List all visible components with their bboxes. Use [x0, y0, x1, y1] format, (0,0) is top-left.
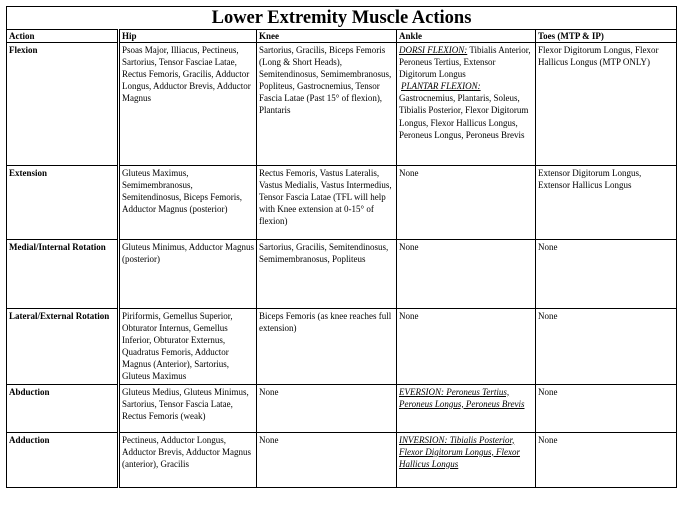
knee-cell: Sartorius, Gracilis, Biceps Femoris (Long & Short Heads), Semitendinosus, Semimembranosus, Popliteus, Gastrocnemius, Tensor Fascia Latae (Past 15° of flexion), Plantaris: [257, 43, 397, 166]
table-row: [7, 43, 677, 166]
dorsi-flexion-label: DORSI FLEXION:: [399, 45, 468, 55]
page-title: Lower Extremity Muscle Actions: [7, 7, 677, 30]
row-action: Extension: [7, 166, 119, 240]
table-row: [7, 432, 677, 487]
row-action: Lateral/External Rotation: [7, 309, 119, 385]
knee-cell: None: [257, 384, 397, 432]
toes-cell: None: [536, 309, 677, 385]
knee-cell: None: [257, 432, 397, 487]
muscle-actions-table: [6, 6, 677, 488]
toes-cell: None: [536, 384, 677, 432]
hip-cell: Gluteus Maximus, Semimembranosus, Semitendinosus, Biceps Femoris, Adductor Magnus (posterior): [119, 166, 257, 240]
header-action: Action: [7, 30, 119, 43]
toes-cell: None: [536, 240, 677, 309]
hip-cell: Pectineus, Adductor Longus, Adductor Brevis, Adductor Magnus (anterior), Gracilis: [119, 432, 257, 487]
row-action: Abduction: [7, 384, 119, 432]
plantar-flexion-label: PLANTAR FLEXION:: [401, 81, 481, 92]
ankle-cell: EVERSION: Peroneus Tertius, Peroneus Longus, Peroneus Brevis: [397, 384, 536, 432]
ankle-cell: None: [397, 166, 536, 240]
muscle-actions-sheet: [6, 6, 676, 488]
toes-cell: Extensor Digitorum Longus, Extensor Hallicus Longus: [536, 166, 677, 240]
row-action: Flexion: [7, 43, 119, 166]
table-row: [7, 166, 677, 240]
header-toes: Toes (MTP & IP): [536, 30, 677, 43]
hip-cell: Gluteus Medius, Gluteus Minimus, Sartorius, Tensor Fascia Latae, Rectus Femoris (weak): [119, 384, 257, 432]
table-row: [7, 309, 677, 385]
table-row: [7, 240, 677, 309]
hip-cell: Piriformis, Gemellus Superior, Obturator Internus, Gemellus Inferior, Obturator Externus, Quadratus Femoris, Adductor Magnus (Anterior), Sartorius, Gluteus Maximus: [119, 309, 257, 385]
table-row: [7, 384, 677, 432]
row-action: Medial/Internal Rotation: [7, 240, 119, 309]
header-ankle: Ankle: [397, 30, 536, 43]
hip-cell: Psoas Major, Illiacus, Pectineus, Sartorius, Tensor Fasciae Latae, Rectus Femoris, Gracilis, Adductor Longus, Adductor Brevis, Adductor Magnus: [119, 43, 257, 166]
toes-cell: None: [536, 432, 677, 487]
header-hip: Hip: [119, 30, 257, 43]
ankle-cell: None: [397, 309, 536, 385]
row-action: Adduction: [7, 432, 119, 487]
header-knee: Knee: [257, 30, 397, 43]
toes-cell: Flexor Digitorum Longus, Flexor Hallicus Longus (MTP ONLY): [536, 43, 677, 166]
knee-cell: Rectus Femoris, Vastus Lateralis, Vastus Medialis, Vastus Intermedius, Tensor Fascia Latae (TFL will help with Knee extension at 0-15° of flexion): [257, 166, 397, 240]
hip-cell: Gluteus Minimus, Adductor Magnus (posterior): [119, 240, 257, 309]
ankle-cell: [397, 43, 536, 166]
knee-cell: Biceps Femoris (as knee reaches full extension): [257, 309, 397, 385]
dorsi-flexion-text: Tibialis Anterior, Peroneus Tertius, Extensor Digitorum Longus: [399, 45, 531, 80]
header-row: [7, 30, 677, 43]
ankle-cell: INVERSION: Tibialis Posterior, Flexor Digitorum Longus, Flexor Hallicus Longus: [397, 432, 536, 487]
ankle-cell: None: [397, 240, 536, 309]
knee-cell: Sartorius, Gracilis, Semitendinosus, Semimembranosus, Popliteus: [257, 240, 397, 309]
plantar-flexion-text: Gastrocnemius, Plantaris, Soleus, Tibialis Posterior, Flexor Digitorum Longus, Flexor Hallicus Longus, Peroneus Longus, Peroneus Brevis: [399, 93, 529, 140]
